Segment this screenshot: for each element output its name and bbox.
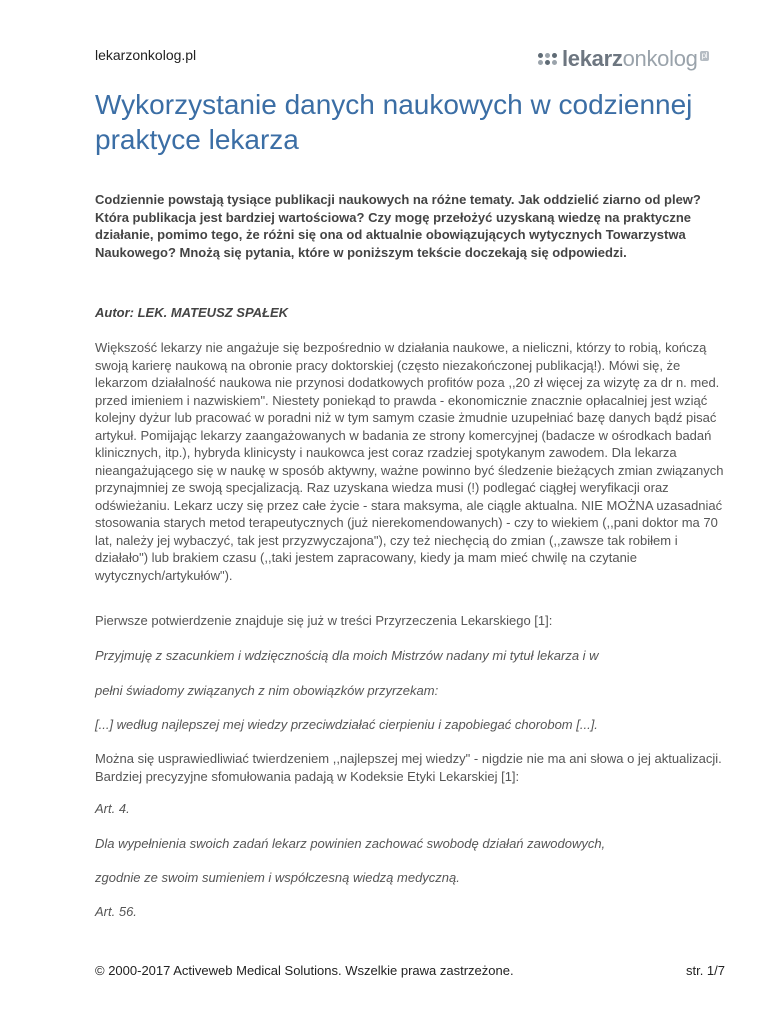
- logo-bold-part: lekarz: [562, 46, 623, 71]
- quote-line-1: Przyjmuję z szacunkiem i wdzięcznością dla moich Mistrzów nadany mi tytuł lekarza i w: [95, 648, 599, 663]
- code-quote-line-2: zgodnie ze swoim sumieniem i współczesną wiedzą medyczną.: [95, 870, 460, 885]
- quote-line-3: [...] według najlepszej mej wiedzy przeciwdziałać cierpieniu i zapobiegać chorobom [...].: [95, 717, 598, 732]
- site-url: lekarzonkolog.pl: [95, 47, 197, 63]
- body-paragraph-1: Większość lekarzy nie angażuje się bezpośrednio w działania naukowe, a nieliczni, którzy to robią, kończą swoją karierę naukową na obronie pracy doktorskiej (często niezakończonej publikacją!). Mówi się, że lekarzom działalność naukowa nie przynosi dodatkowych profitów poza ,,20 zł więcej za wizytę za dr n. med. przed imieniem i nazwiskiem". Niestety poniekąd to prawda - ekonomicznie znacznie opłacalniej jest wziąć kolejny dyżur lub pracować w poradni niż w tym samym czasie żmudnie uzupełniać bazę danych bądź pisać artykuł. Pomijając lekarzy zaangażowanych w badania ze strony komercyjnej (badacze w ośrodkach badań klinicznych, itp.), hybryda klinicysty i naukowca jest coraz rzadziej spotykanym zawodem. Dla lekarza nieangażującego się w naukę w sposób aktywny, ważne powinno być śledzenie bieżących zmian związanych przynajmniej ze swoją specjalizacją. Raz uzyskana wiedza musi (!) podlegać ciągłej weryfikacji oraz odświeżaniu. Lekarz uczy się przez całe życie - stara maksyma, ale ciągle aktualna. NIE MOŻNA uzasadniać stosowania starych metod terapeutycznych (już nierekomendowanych) - czy to wiekiem (,,pani doktor ma 70 lat, należy jej wybaczyć, tak jest przyzwyczajona"), czy też niechęcią do zmian (,,zawsze tak robiłem i działało") lub brakiem czasu (,,taki jestem zapracowany, kiedy ja mam mieć chwilę na czytanie wytycznych/artykułów").: [95, 340, 724, 583]
- article-number-56: Art. 56.: [95, 904, 137, 919]
- article-lead: Codziennie powstają tysiące publikacji naukowych na różne tematy. Jak oddzielić ziarno od plew? Która publikacja jest bardziej wartościowa? Czy mogę przełożyć uzyskaną wiedzę na praktyczne działanie, pomimo tego, że różni się ona od aktualnie obowiązujących wytycznych Towarzystwa Naukowego? Mnożą się pytania, które w poniższym tekście doczekają się odpowiedzi.: [95, 192, 701, 260]
- logo-wordmark: [562, 48, 709, 70]
- code-quote-line-1: Dla wypełnienia swoich zadań lekarz powinien zachować swobodę działań zawodowych,: [95, 836, 606, 851]
- body-paragraph-3: Można się usprawiedliwiać twierdzeniem ,,najlepszej mej wiedzy" - nigdzie nie ma ani słowa o jej aktualizacji. Bardziej precyzyjne sfomułowania padają w Kodeksie Etyki Lekarskiej [1]:: [95, 751, 722, 784]
- site-logo: [538, 44, 709, 74]
- logo-badge: pl: [701, 51, 708, 60]
- article-title: Wykorzystanie danych naukowych w codziennej praktyce lekarza: [95, 89, 693, 155]
- logo-light-part: onkolog: [622, 46, 698, 71]
- quote-line-2: pełni świadomy związanych z nim obowiązków przyrzekam:: [95, 683, 439, 698]
- article-number-4: Art. 4.: [95, 801, 130, 816]
- page-footer: [95, 963, 725, 978]
- footer-copyright: © 2000-2017 Activeweb Medical Solutions. Wszelkie prawa zastrzeżone.: [95, 963, 514, 978]
- footer-page-number: str. 1/7: [685, 963, 725, 978]
- article-author: Autor: LEK. MATEUSZ SPAŁEK: [95, 305, 289, 320]
- body-paragraph-2: Pierwsze potwierdzenie znajduje się już w treści Przyrzeczenia Lekarskiego [1]:: [95, 613, 553, 628]
- logo-dots-icon: [538, 53, 557, 65]
